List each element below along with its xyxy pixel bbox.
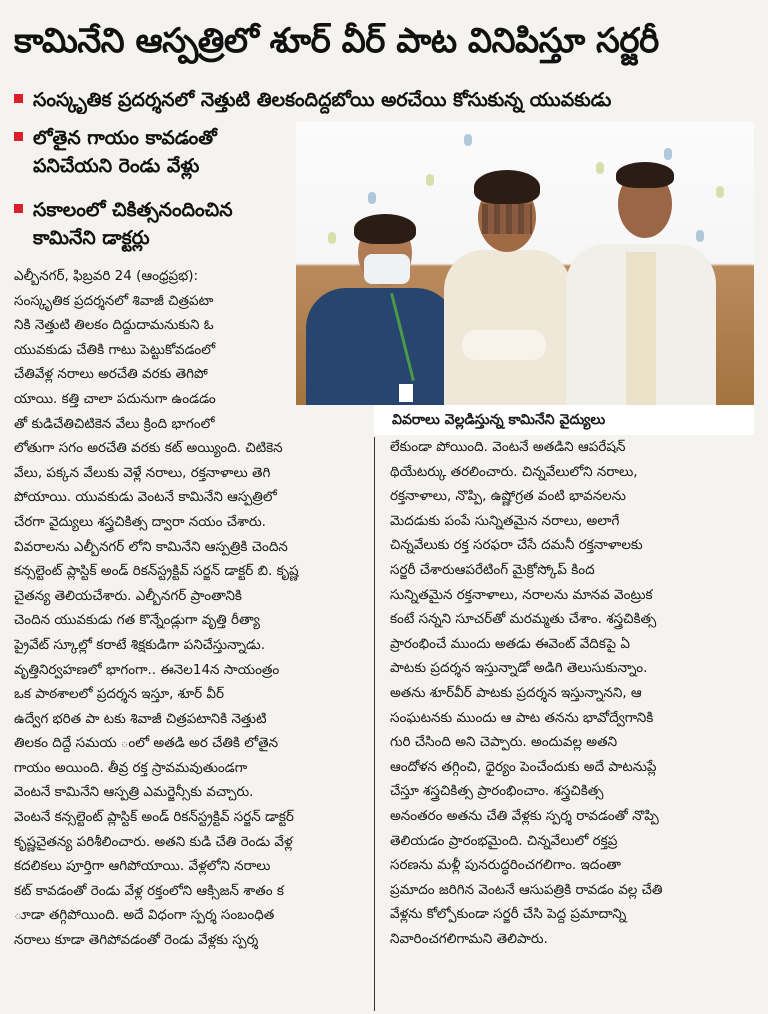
text-line: చిన్నవేలుకు రక్త సరఫరా చేసే దమనీ రక్తనాళాలకు [390, 537, 643, 554]
text-line: ప్రైవేట్ స్కూల్లో కరాటే శిక్షకుడిగా పనిచేస్తున్నాడు. [14, 636, 265, 653]
text-line: రక్తనాళాలు, నొప్పి, ఉష్ణోగ్రత వంటి భావనలను [390, 488, 626, 505]
text-line: వేళ్లను కోల్పోకుండా సర్జరీ చేసి పెద్ద ప్రమాదాన్ని [390, 906, 627, 923]
text-line: గురి చేసింది అని చెప్పారు. అందువల్ల అతని [390, 734, 618, 751]
text-line: అతను శూర్‌వీర్ పాటకు ప్రదర్శన ఇస్తున్నానని, ఆ [390, 684, 642, 701]
text-line: వెంటనే కామినేని ఆస్పత్రి ఎమర్జెన్సీకు వచ్చారు. [14, 784, 254, 801]
text-line: ప్రమాదం జరిగిన వెంటనే ఆసుపత్రికి రావడం వల్ల చేతి [390, 881, 663, 898]
text-line: పోయాయి. యువకుడు వెంటనే కామినేని ఆస్పత్రిలో [14, 489, 277, 506]
photo-caption: వివరాలు వెల్లడిస్తున్న కామినేని వైద్యులు [374, 405, 754, 435]
text-line: నికి నెత్తుటి తిలకం దిద్దుదామనుకుని ఓ [14, 317, 214, 334]
text-line: చెందిన యువకుడు గత కొన్నేండ్లుగా వృత్తి రీత్యా [14, 612, 260, 629]
text-line: ఉద్వేగ భరిత పా టకు శివాజీ చిత్రపటానికి నెత్తుటి [14, 710, 267, 727]
news-photo [296, 122, 754, 405]
text-line: వెంటనే కన్సల్టెంట్ ప్లాస్టిక్ అండ్ రికన్‌స్ట్రక్టివ్ సర్జన్ డాక్టర్ [14, 809, 294, 826]
right-column-text [390, 435, 754, 951]
text-line: నివారించగలిగామని తెలిపారు. [390, 930, 548, 947]
text-line: వేలు, పక్కన వేలుకు వెళ్లే నరాలు, రక్తనాళాలు తెగి [14, 464, 271, 481]
text-line: పాటకు ప్రదర్శన ఇస్తున్నాడో అడిగి తెలుసుకున్నాం. [390, 660, 648, 677]
text-line: చేరగా వైద్యులు శస్త్రచికిత్స ద్వారా నయం చేశారు. [14, 513, 266, 530]
text-line: సంఘటనకు ముందు ఆ పాట తనను భావోద్వేగానికి [390, 709, 654, 726]
text-line: కట్ కావడంతో రెండు వేళ్ల రక్తంలోని ఆక్సిజన్ శాతం క [14, 882, 284, 899]
text-line: కదలికలు పూర్తిగా ఆగిపోయాయి. వేళ్లలోని నరాలు [14, 858, 271, 875]
text-line: మెదడుకు పంపే సున్నితమైన నరాలు, అలాగే [390, 512, 620, 529]
text-line: తో కుడిచేతిచిటికెన వేలు క్రింది భాగంలో [14, 415, 215, 432]
text-line: యాయి. కత్తి చాలా పదునుగా ఉండడం [14, 390, 216, 407]
subhead-1: సంస్కృతిక ప్రదర్శనలో నెత్తుటి తిలకందిద్దబోయి అరచేయి కోసుకున్న యువకుడు [14, 86, 754, 114]
text-line: నరాలు కూడా తెగిపోవడంతో రెండు వేళ్లకు స్పర్శ [14, 932, 259, 949]
text-line: ఆందోళన తగ్గించి, ధైర్యం పెంచేందుకు అదే పాటనుప్లే [390, 758, 657, 775]
text-line: చేతివేళ్ల నరాలు అరచేతి వరకు తెగిపో [14, 366, 208, 383]
text-line: తెలియడం ప్రారంభమైంది. చిన్నవేలులో రక్తప్ర [390, 832, 618, 849]
text-line: లేకుండా పోయింది. వెంటనే అతడిని ఆపరేషన్ [390, 439, 626, 455]
text-line: లోతుగా సగం అరచేతి వరకు కట్ అయ్యింది. చిటికెన [14, 440, 283, 457]
left-column-text [14, 264, 299, 953]
text-line: సంస్కృతిక ప్రదర్శనలో శివాజీ చిత్రపటా [14, 292, 214, 309]
text-line: వృత్తినిర్వహణలో భాగంగా.. ఈనెల14న సాయంత్రం [14, 661, 280, 678]
text-line: వివరాలను ఎల్బీనగర్ లోని కామినేని ఆస్పత్రికి చెందిన [14, 538, 288, 555]
bullet-square-icon [14, 132, 23, 141]
text-line: చేస్తూ శస్త్రచికిత్స ప్రారంభించాం. శస్త్రచికిత్స [390, 783, 604, 800]
text-line: ప్రారంభించే ముందు అతడు ఈవెంట్ వేదికపై ఏ [390, 635, 630, 652]
text-line: ఒక పాఠశాలలో ప్రదర్శన ఇస్తూ, శూర్ వీర్ [14, 686, 225, 703]
text-line: సర్జరీ చేశారుఆపరేటింగ్ మైక్రోస్కోప్ కింద [390, 561, 595, 578]
text-line: ూడా తగ్గిపోయింది. అదే విధంగా స్పర్శ సంబంధిత [14, 907, 275, 924]
text-line: కన్సల్టెంట్ ప్లాస్టిక్ అండ్ రికన్‌స్ట్రక్టివ్ సర్జన్ డాక్టర్ బి. కృష్ణ [14, 563, 299, 580]
text-line: చైతన్య తెలియచేశారు. ఎల్బీనగర్ ప్రాంతానికి [14, 587, 242, 604]
text-line: అనంతరం అతను చేతి వేళ్లకు స్పర్శ రావడంతో నొప్పి [390, 807, 659, 824]
subhead-2: లోతైన గాయం కావడంతో పనిచేయని రెండు వేళ్లు [14, 124, 294, 180]
text-line: థియేటర్కు తరలించారు. చిన్నవేలులోని నరాలు, [390, 463, 638, 480]
text-line: తిలకం దిద్దే సమయ ంలో అతడి అర చేతికి లోతైన [14, 735, 279, 752]
text-line: కంటే సన్నని సూచర్‌తో మరమ్మతు చేశాం. శస్త్రచికిత్స [390, 611, 657, 628]
column-divider [374, 437, 375, 1011]
bullet-square-icon [14, 94, 23, 103]
headline: కామినేని ఆస్పత్రిలో శూర్ వీర్ పాట వినిపిస్తూ సర్జరీ [14, 21, 659, 61]
text-line: ఎల్బీనగర్, ఫిబ్రవరి 24 (ఆంధ్రప్రభ): [14, 268, 199, 284]
text-line: సున్నితమైన రక్తనాళాలు, నరాలను మానవ వెంట్రుక [390, 586, 653, 603]
text-line: కృష్ణచైతన్య పరిశీలించారు. అతని కుడి చేతి రెండు వేళ్ల [14, 833, 293, 850]
text-line: యువకుడు చేతికి గాటు పెట్టుకోవడంలో [14, 341, 216, 358]
text-line: గాయం అయింది. తీవ్ర రక్త స్రావమవుతుండగా [14, 759, 248, 776]
bullet-square-icon [14, 204, 23, 213]
subhead-3: సకాలంలో చికిత్సనందించిన కామినేని డాక్టర్లు [14, 196, 294, 252]
text-line: సరణను మళ్లీ పునరుద్ధరించగలిగాం. ఇదంతా [390, 857, 621, 874]
